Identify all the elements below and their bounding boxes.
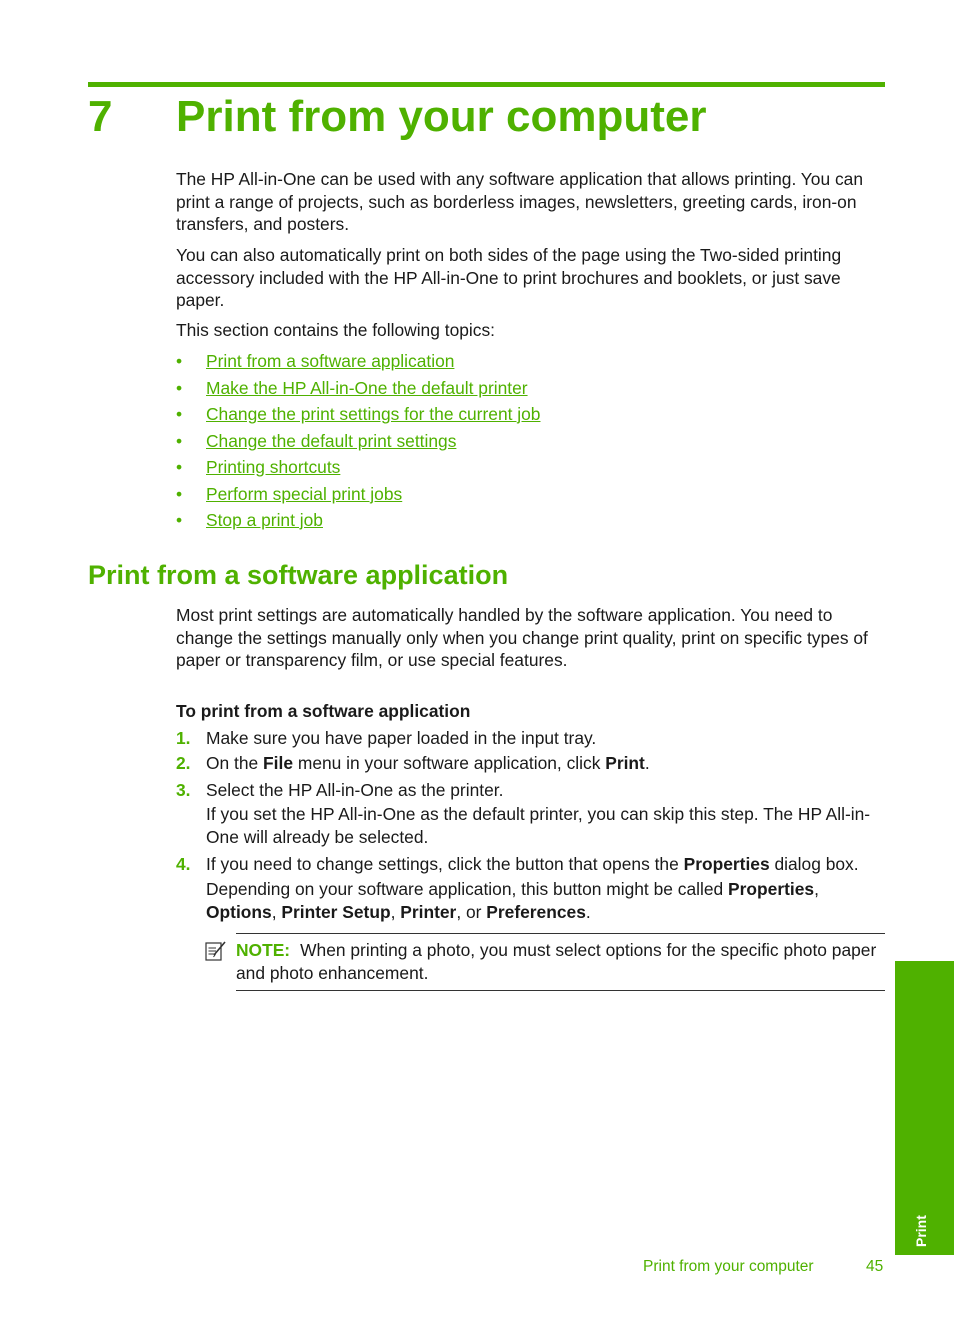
bullet: • xyxy=(176,430,183,451)
text-run: Depending on your software application, this button might be called xyxy=(206,878,729,899)
list-item xyxy=(176,376,776,403)
footer-page-number: 45 xyxy=(866,1258,884,1275)
note-pencil-icon xyxy=(205,940,227,962)
procedure-title: To print from a software application xyxy=(176,701,471,721)
text-run: menu in your software application, click xyxy=(293,753,606,773)
chapter-title: Print from your computer xyxy=(176,92,707,141)
text-run: If you need to change settings, click the button that opens the xyxy=(206,854,684,874)
step-3 xyxy=(176,779,888,850)
list-item xyxy=(176,349,776,376)
step-number: 2. xyxy=(176,753,191,773)
step-number: 1. xyxy=(176,728,191,748)
step-number: 4. xyxy=(176,854,191,874)
button-name-printer-setup: Printer Setup xyxy=(281,902,391,922)
step-4 xyxy=(176,853,888,925)
topic-link-special-print-jobs[interactable]: Perform special print jobs xyxy=(206,483,403,504)
bullet: • xyxy=(176,457,183,477)
chapter-top-rule xyxy=(88,82,885,87)
step-number: 3. xyxy=(176,780,191,800)
step-text xyxy=(206,853,888,877)
step-subtext xyxy=(206,878,888,925)
step-text xyxy=(206,752,888,776)
bullet: • xyxy=(176,377,183,398)
text-run: , xyxy=(390,902,401,922)
chapter-number: 7 xyxy=(88,92,113,141)
button-name-options: Options xyxy=(206,902,272,922)
section-paragraph: Most print settings are automatically handled by the software application. You need to change the settings manually only when you change print quality, print on specific types of paper or transparency film, or use special features. xyxy=(176,605,868,670)
text-run: On the xyxy=(206,753,264,773)
bullet: • xyxy=(176,404,183,424)
topic-link-default-printer[interactable]: Make the HP All-in-One the default printer xyxy=(206,377,528,398)
step-1 xyxy=(176,727,888,751)
intro-paragraph-2: You can also automatically print on both sides of the page using the Two-sided printing accessory included with the HP All-in-One to print brochures and booklets, or just save paper. xyxy=(176,245,842,310)
topic-link-printing-shortcuts[interactable]: Printing shortcuts xyxy=(206,457,341,477)
intro-paragraph-1: The HP All-in-One can be used with any software application that allows printing. You can print a range of projects, such as borderless images, newsletters, greeting cards, iron-on transfers, and posters. xyxy=(176,169,864,234)
list-item xyxy=(176,482,776,509)
text-run: . xyxy=(585,902,591,922)
list-item xyxy=(176,455,776,482)
topic-link-current-job-settings[interactable]: Change the print settings for the current job xyxy=(206,404,541,424)
intro-paragraph-3: This section contains the following topics: xyxy=(176,320,495,340)
bullet: • xyxy=(176,483,183,504)
side-chapter-tab xyxy=(895,961,954,1255)
step-subtext: If you set the HP All-in-One as the default printer, you can skip this step. The HP All-in-One will already be selected. xyxy=(206,803,871,847)
bullet: • xyxy=(176,351,183,371)
footer-section-name: Print from your computer xyxy=(643,1258,814,1275)
button-name-properties: Properties xyxy=(728,878,815,899)
topic-link-print-from-software[interactable]: Print from a software application xyxy=(206,351,455,371)
text-run: . xyxy=(644,753,650,773)
step-text: Select the HP All-in-One as the printer. xyxy=(206,780,504,800)
text-run: , xyxy=(271,902,282,922)
note-text: When printing a photo, you must select options for the specific photo paper and photo enhancement. xyxy=(236,940,877,983)
section-title: Print from a software application xyxy=(88,560,509,590)
list-item xyxy=(176,508,776,535)
list-item xyxy=(176,402,776,429)
note-label: NOTE: xyxy=(236,940,291,960)
dialog-name-properties: Properties xyxy=(683,854,770,874)
button-name-preferences: Preferences xyxy=(486,902,586,922)
topics-list xyxy=(176,349,776,535)
step-2 xyxy=(176,752,888,776)
bullet: • xyxy=(176,510,183,530)
text-run: dialog box. xyxy=(769,854,859,874)
button-name-printer: Printer xyxy=(400,902,457,922)
text-run: , xyxy=(814,878,819,899)
topic-link-stop-print-job[interactable]: Stop a print job xyxy=(206,510,323,530)
command-name-print: Print xyxy=(605,753,645,773)
side-tab-label: Print xyxy=(913,1215,929,1247)
menu-name-file: File xyxy=(263,753,294,773)
text-run: , or xyxy=(456,902,487,922)
topic-link-default-settings[interactable]: Change the default print settings xyxy=(206,430,457,451)
step-text: Make sure you have paper loaded in the input tray. xyxy=(206,728,597,748)
note-box xyxy=(236,933,885,991)
list-item xyxy=(176,429,776,456)
